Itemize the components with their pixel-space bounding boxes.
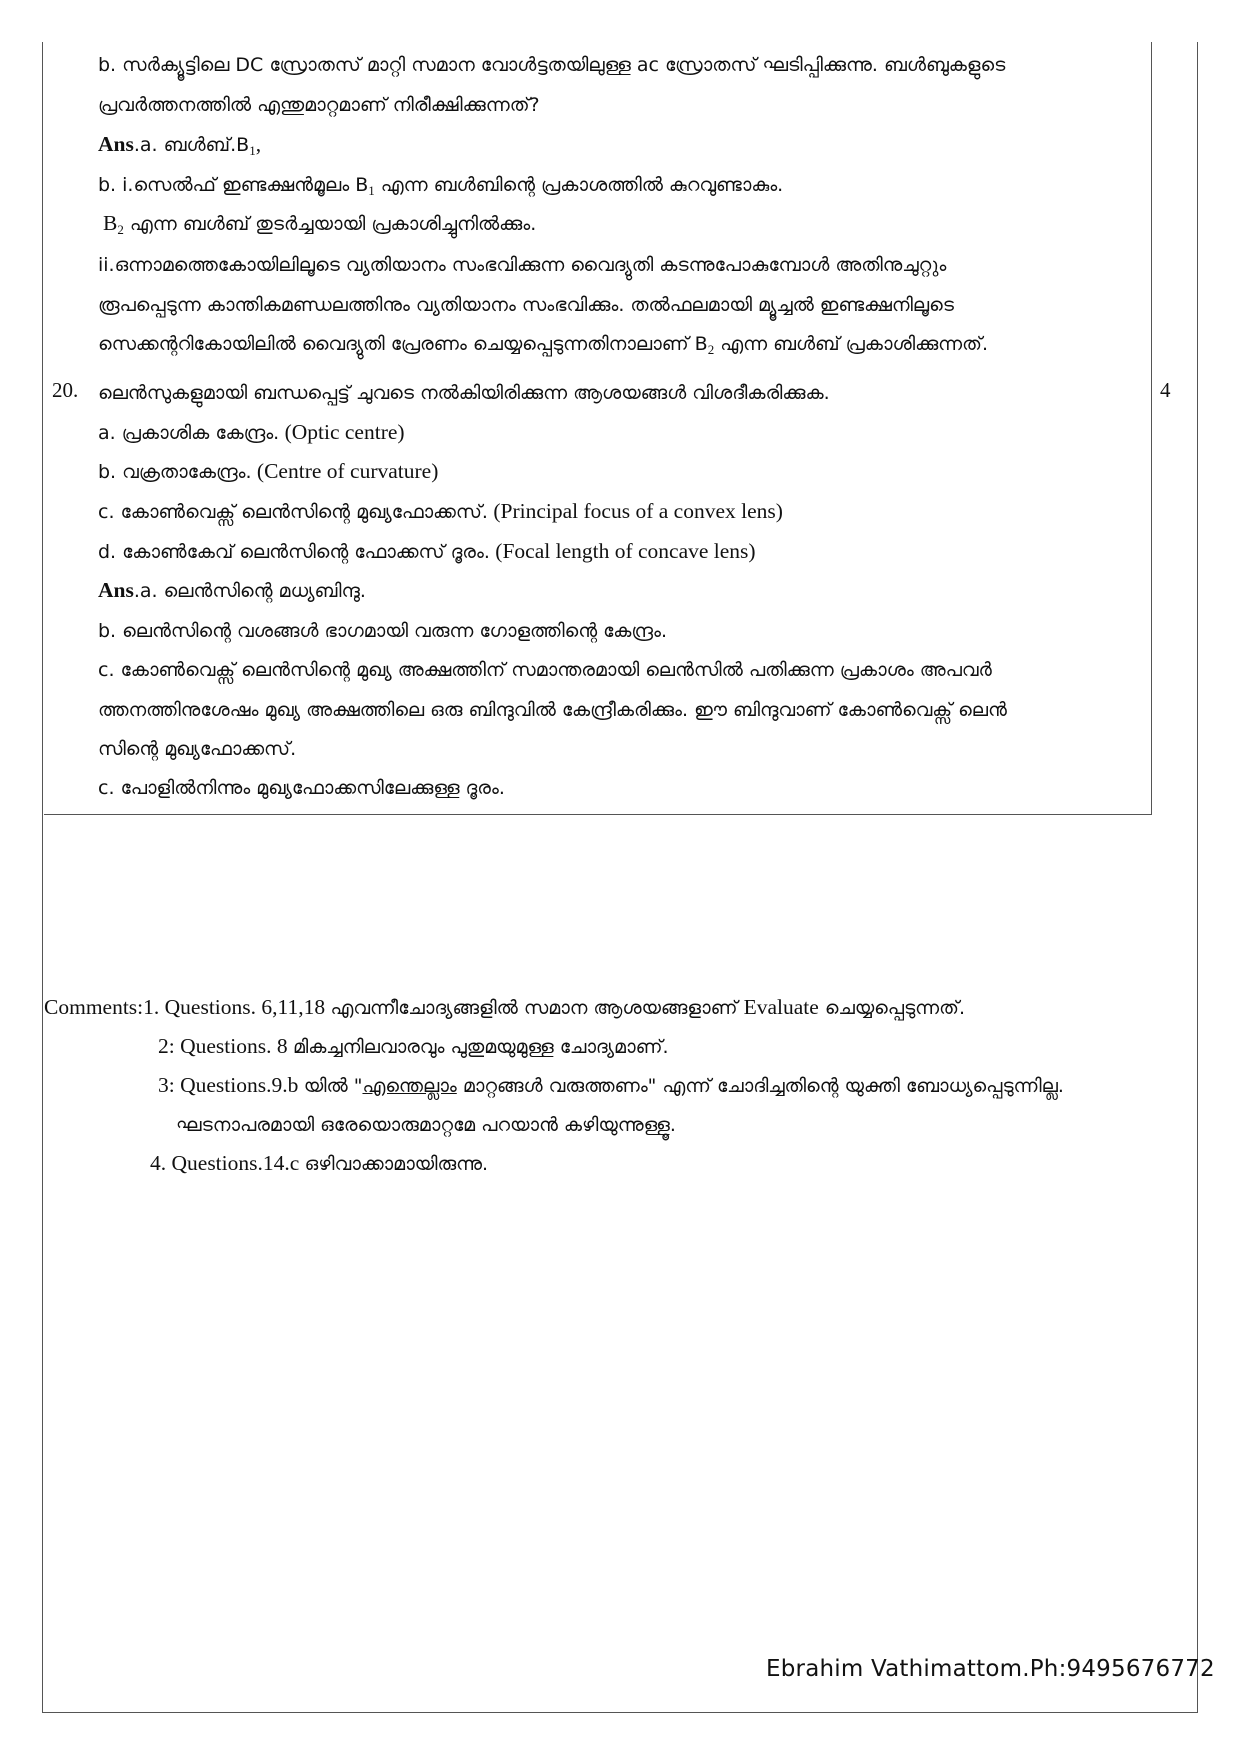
footer-credit: Ebrahim Vathimattom.Ph:9495676772: [766, 1656, 1215, 1682]
q19-answer-ii-line-3: സെക്കന്ററികോയിലിൽ വൈദ്യുതി പ്രേരണം ചെയ്യപ്പെടുന്നതിനാലാണ് $B_2$ എന്ന ബൾബ് പ്രകാശിക്കുന്നത്.: [98, 333, 989, 357]
q19-answer-ii-line-1: ii.ഒന്നാമത്തെകോയിലിലൂടെ വ്യതിയാനം സംഭവിക്കുന്ന വൈദ്യുതി കടന്നുപോകുമ്പോൾ അതിനുചുറ്റും: [98, 254, 947, 276]
q20-item-b: b. വക്രതാകേന്ദ്രം. (Centre of curvature): [98, 459, 439, 483]
q19-b-question-line-1: b. സർക്യൂട്ടിലെ DC സ്രോതസ് മാറ്റി സമാന വോൾട്ടതയിലുള്ള ac സ്രോതസ് ഘടിപ്പിക്കുന്നു. ബൾബുകളുടെ: [98, 54, 1006, 76]
q20-item-c: c. കോൺവെക്സ് ലെൻസിന്റെ മുഖ്യഫോക്കസ്. (Principal focus of a convex lens): [98, 499, 783, 523]
q19-b-question-line-2: പ്രവർത്തനത്തിൽ എന്തുമാറ്റമാണ് നിരീക്ഷിക്കുന്നത്?: [98, 94, 540, 116]
q19-answer-b2: $B_2$ എന്ന ബൾബ് തുടർച്ചയായി പ്രകാശിച്ചുനിൽക്കും.: [103, 211, 537, 237]
comment-3-continued: ഘടനാപരമായി ഒരേയൊരുമാറ്റമേ പറയാൻ കഴിയുന്നുള്ളൂ.: [176, 1114, 676, 1136]
q20-answer-a: Ans.a. ലെൻസിന്റെ മധ്യബിന്ദു.: [98, 578, 366, 602]
question-mark: 4: [1160, 378, 1171, 402]
q20-item-a: a. പ്രകാശിക കേന്ദ്രം. (Optic centre): [98, 420, 405, 444]
comment-4: 4. Questions.14.c ഒഴിവാക്കാമായിരുന്നു.: [150, 1151, 489, 1175]
comment-3: 3: Questions.9.b യിൽ "എന്തെല്ലാം മാറ്റങ്ങൾ വരുത്തണം" എന്ന് ചോദിച്ചതിന്റെ യുക്തി ബോധ്യപ്പെടുന്നില്ല.: [158, 1073, 1064, 1097]
answer-label: Ans: [98, 578, 134, 602]
underlined-word: എന്തെല്ലാം: [362, 1075, 457, 1097]
question-number: 20.: [52, 378, 79, 402]
q20-answer-d: c. പോളിൽനിന്നും മുഖ്യഫോക്കസിലേക്കുള്ള ദൂരം.: [98, 777, 505, 799]
q20-item-d: d. കോൺകേവ് ലെൻസിന്റെ ഫോക്കസ് ദൂരം. (Focal length of concave lens): [98, 539, 756, 563]
q20-answer-c-line-3: സിന്റെ മുഖ്യഫോക്കസ്.: [98, 738, 297, 760]
q19-answer-ii-line-2: രൂപപ്പെടുന്ന കാന്തികമണ്ഡലത്തിനും വ്യതിയാനം സംഭവിക്കും. തൽഫലമായി മ്യൂച്ചൽ ഇണ്ടക്ഷനിലൂടെ: [98, 294, 954, 316]
comment-1: Comments:1. Questions. 6,11,18 എവന്നീചോദ്യങ്ങളിൽ സമാന ആശയങ്ങളാണ് Evaluate ചെയ്യപ്പെടുന്നത്.: [44, 995, 966, 1019]
q20-question: ലെൻസുകളുമായി ബന്ധപ്പെട്ട് ചുവടെ നൽകിയിരിക്കുന്ന ആശയങ്ങൾ വിശദീകരിക്കുക.: [98, 382, 830, 404]
q19-answer-b-i: b. i.സെൽഫ് ഇണ്ടക്ഷൻമൂലം $B_1$ എന്ന ബൾബിന്റെ പ്രകാശത്തിൽ കുറവുണ്ടാകും.: [98, 174, 784, 198]
q20-answer-b: b. ലെൻസിന്റെ വശങ്ങൾ ഭാഗമായി വരുന്ന ഗോളത്തിന്റെ കേന്ദ്രം.: [98, 620, 668, 642]
q20-answer-c-line-2: ത്തനത്തിനുശേഷം മുഖ്യ അക്ഷത്തിലെ ഒരു ബിന്ദുവിൽ കേന്ദ്രീകരിക്കും. ഈ ബിന്ദുവാണ് കോൺവെക്സ് ലെൻ: [98, 699, 1007, 721]
q19-answer-a: Ans.a. $ബൾബ്.B_1$,: [98, 132, 262, 158]
answer-label: Ans: [98, 132, 134, 156]
q20-answer-c-line-1: c. കോൺവെക്സ് ലെൻസിന്റെ മുഖ്യ അക്ഷത്തിന് സമാന്തരമായി ലെൻസിൽ പതിക്കുന്ന പ്രകാശം അപവർ: [98, 659, 992, 681]
comment-2: 2: Questions. 8 മികച്ചനിലവാരവും പുതുമയുമുള്ള ചോദ്യമാണ്.: [158, 1034, 669, 1058]
